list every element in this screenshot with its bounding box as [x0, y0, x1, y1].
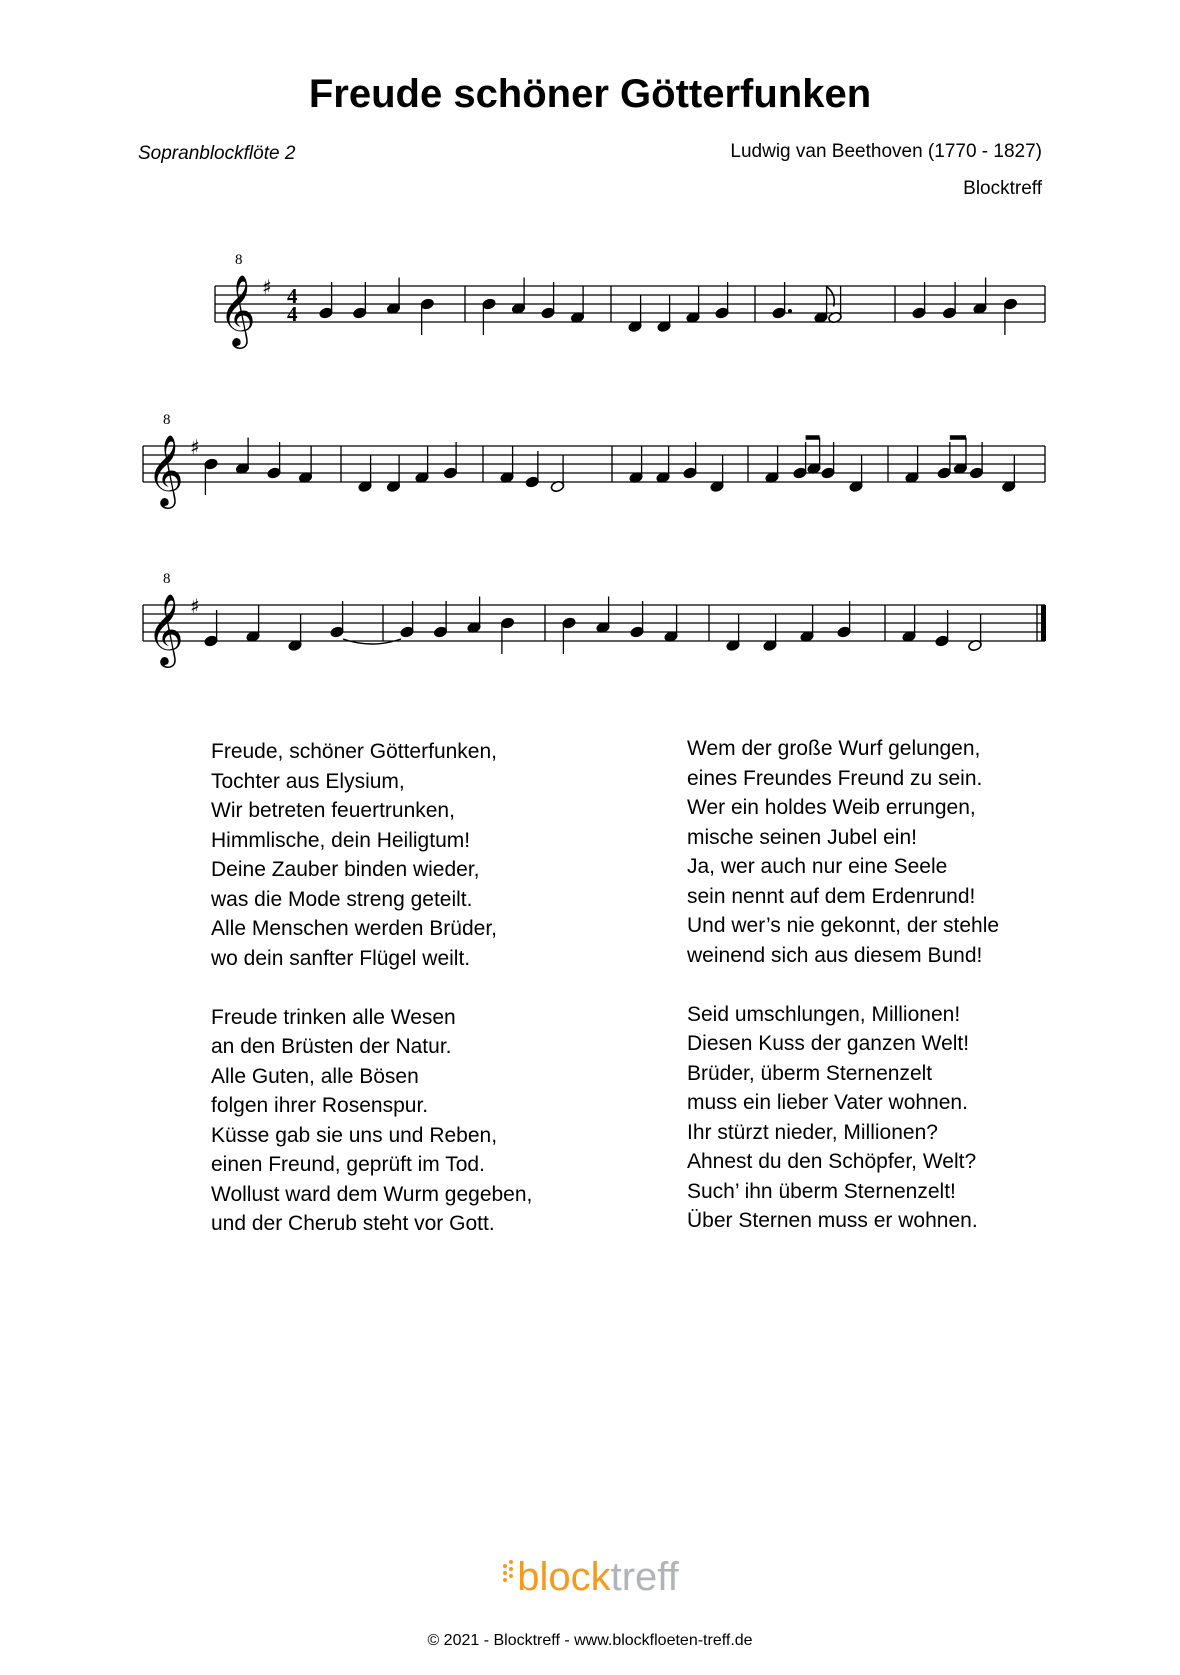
lyrics-line: Himmlische, dein Heiligtum!	[211, 828, 471, 852]
lyrics-line: Und wer’s nie gekonnt, der stehle	[687, 914, 1000, 937]
lyrics-verse	[211, 737, 532, 973]
time-signature-denominator: 4	[287, 302, 298, 326]
lyrics-line: Freude trinken alle Wesen	[211, 1005, 456, 1029]
lyrics-line: einen Freund, geprüft im Tod.	[211, 1153, 485, 1176]
lyrics-line: Brüder, überm Sternenzelt	[687, 1061, 933, 1085]
lyrics-line: folgen ihrer Rosenspur.	[211, 1094, 429, 1117]
lyrics-line: Alle Guten, alle Bösen	[211, 1064, 419, 1088]
logo-text-treff: treff	[610, 1555, 679, 1599]
lyrics-line: Wer ein holdes Weib errungen,	[687, 796, 976, 819]
lyrics-line: wo dein sanfter Flügel weilt.	[211, 946, 471, 970]
publisher-label: Blocktreff	[963, 178, 1042, 199]
clef-octave-marker: 8	[163, 571, 171, 587]
lyrics-line: Freude, schöner Götterfunken,	[211, 740, 497, 763]
lyrics-line: eines Freundes Freund zu sein.	[687, 766, 983, 790]
sharp-icon: ♯	[262, 275, 272, 299]
lyrics-line: Ihr stürzt nieder, Millionen?	[687, 1120, 938, 1144]
instrument-label: Sopranblockflöte 2	[138, 143, 296, 164]
blocktreff-logo	[0, 1555, 1180, 1600]
sharp-icon: ♯	[190, 435, 200, 459]
lyrics-line: Tochter aus Elysium,	[211, 769, 405, 793]
time-signature-numerator: 4	[287, 284, 298, 308]
sharp-icon: ♯	[190, 594, 200, 618]
lyrics-column-left	[211, 737, 532, 1268]
lyrics-line: Über Sternen muss er wohnen.	[687, 1209, 978, 1232]
lyrics-verse	[687, 1000, 999, 1236]
logo-text-block: block	[517, 1555, 611, 1599]
page-title: Freude schöner Götterfunken	[308, 72, 872, 116]
sheet-music	[0, 0, 1180, 700]
lyrics-line: Seid umschlungen, Millionen!	[687, 1002, 961, 1026]
treble-clef-icon: 𝄞	[147, 592, 184, 665]
treble-clef-icon: 𝄞	[147, 433, 184, 506]
copyright-notice: © 2021 - Blocktreff - www.blockfloeten-treff.de	[427, 1632, 753, 1649]
lyrics-column-right	[687, 734, 999, 1265]
lyrics-line: Ja, wer auch nur eine Seele	[687, 855, 948, 878]
lyrics-line: weinend sich aus diesem Bund!	[687, 943, 983, 967]
lyrics-line: Küsse gab sie uns und Reben,	[211, 1123, 498, 1147]
lyrics-line: sein nennt auf dem Erdenrund!	[687, 884, 976, 908]
lyrics-line: Such’ ihn überm Sternenzelt!	[687, 1179, 956, 1203]
lyrics-line: an den Brüsten der Natur.	[211, 1035, 452, 1058]
lyrics-line: Wollust ward dem Wurm gegeben,	[211, 1182, 533, 1206]
lyrics-verse	[211, 1003, 532, 1239]
lyrics-line: Wem der große Wurf gelungen,	[687, 737, 981, 760]
clef-octave-marker: 8	[163, 412, 171, 428]
final-barline	[1041, 605, 1046, 641]
lyrics-line: Alle Menschen werden Brüder,	[211, 917, 497, 940]
lyrics-line: Wir betreten feuertrunken,	[211, 799, 455, 822]
composer-label: Ludwig van Beethoven (1770 - 1827)	[730, 141, 1042, 162]
lyrics-line: mische seinen Jubel ein!	[687, 825, 917, 849]
lyrics-line: und der Cherub steht vor Gott.	[211, 1212, 495, 1235]
lyrics-verse	[687, 734, 999, 970]
lyrics-line: was die Mode streng geteilt.	[211, 887, 473, 911]
lyrics-line: muss ein lieber Vater wohnen.	[687, 1091, 968, 1114]
treble-clef-icon: 𝄞	[219, 273, 256, 346]
lyrics-line: Deine Zauber binden wieder,	[211, 858, 480, 881]
dot-icon	[788, 309, 792, 313]
lyrics-line: Diesen Kuss der ganzen Welt!	[687, 1032, 970, 1055]
logo-dots-icon	[501, 1558, 517, 1586]
lyrics-line: Ahnest du den Schöpfer, Welt?	[687, 1150, 977, 1173]
clef-octave-marker: 8	[235, 252, 243, 268]
